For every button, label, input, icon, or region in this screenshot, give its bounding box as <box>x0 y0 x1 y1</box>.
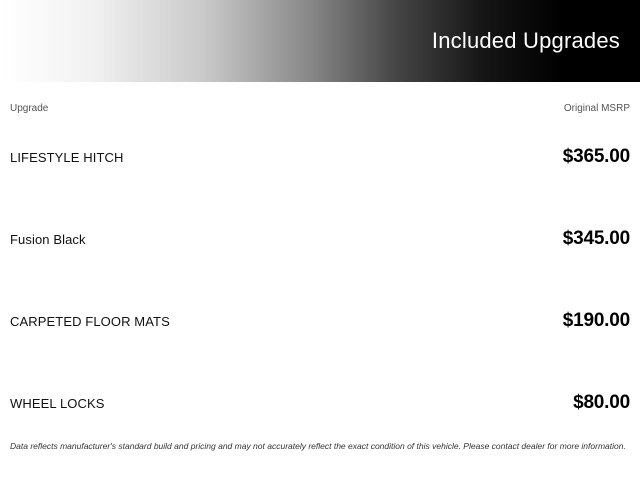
upgrade-price: $365.00 <box>562 146 630 167</box>
upgrade-name: Fusion Black <box>10 232 86 247</box>
table-header-row <box>10 82 630 114</box>
table-row <box>10 120 630 202</box>
table-row <box>10 366 630 448</box>
table-body <box>10 120 630 448</box>
column-header-msrp: Original MSRP <box>563 103 630 114</box>
page-title: Included Upgrades <box>431 28 620 53</box>
table-row <box>10 202 630 284</box>
upgrade-price: $345.00 <box>562 228 630 249</box>
upgrade-price: $190.00 <box>562 310 630 331</box>
upgrade-price: $80.00 <box>573 392 630 413</box>
upgrade-name: WHEEL LOCKS <box>10 396 105 411</box>
upgrade-name: LIFESTYLE HITCH <box>10 150 124 165</box>
column-header-upgrade: Upgrade <box>10 103 49 114</box>
upgrade-name: CARPETED FLOOR MATS <box>10 314 170 329</box>
header-bar <box>0 0 640 82</box>
upgrades-table <box>0 82 640 448</box>
table-row <box>10 284 630 366</box>
disclaimer-text: Data reflects manufacturer's standard build and pricing and may not accurately reflect the exact condition of this vehicle. Please contact dealer for more information. <box>10 441 626 451</box>
